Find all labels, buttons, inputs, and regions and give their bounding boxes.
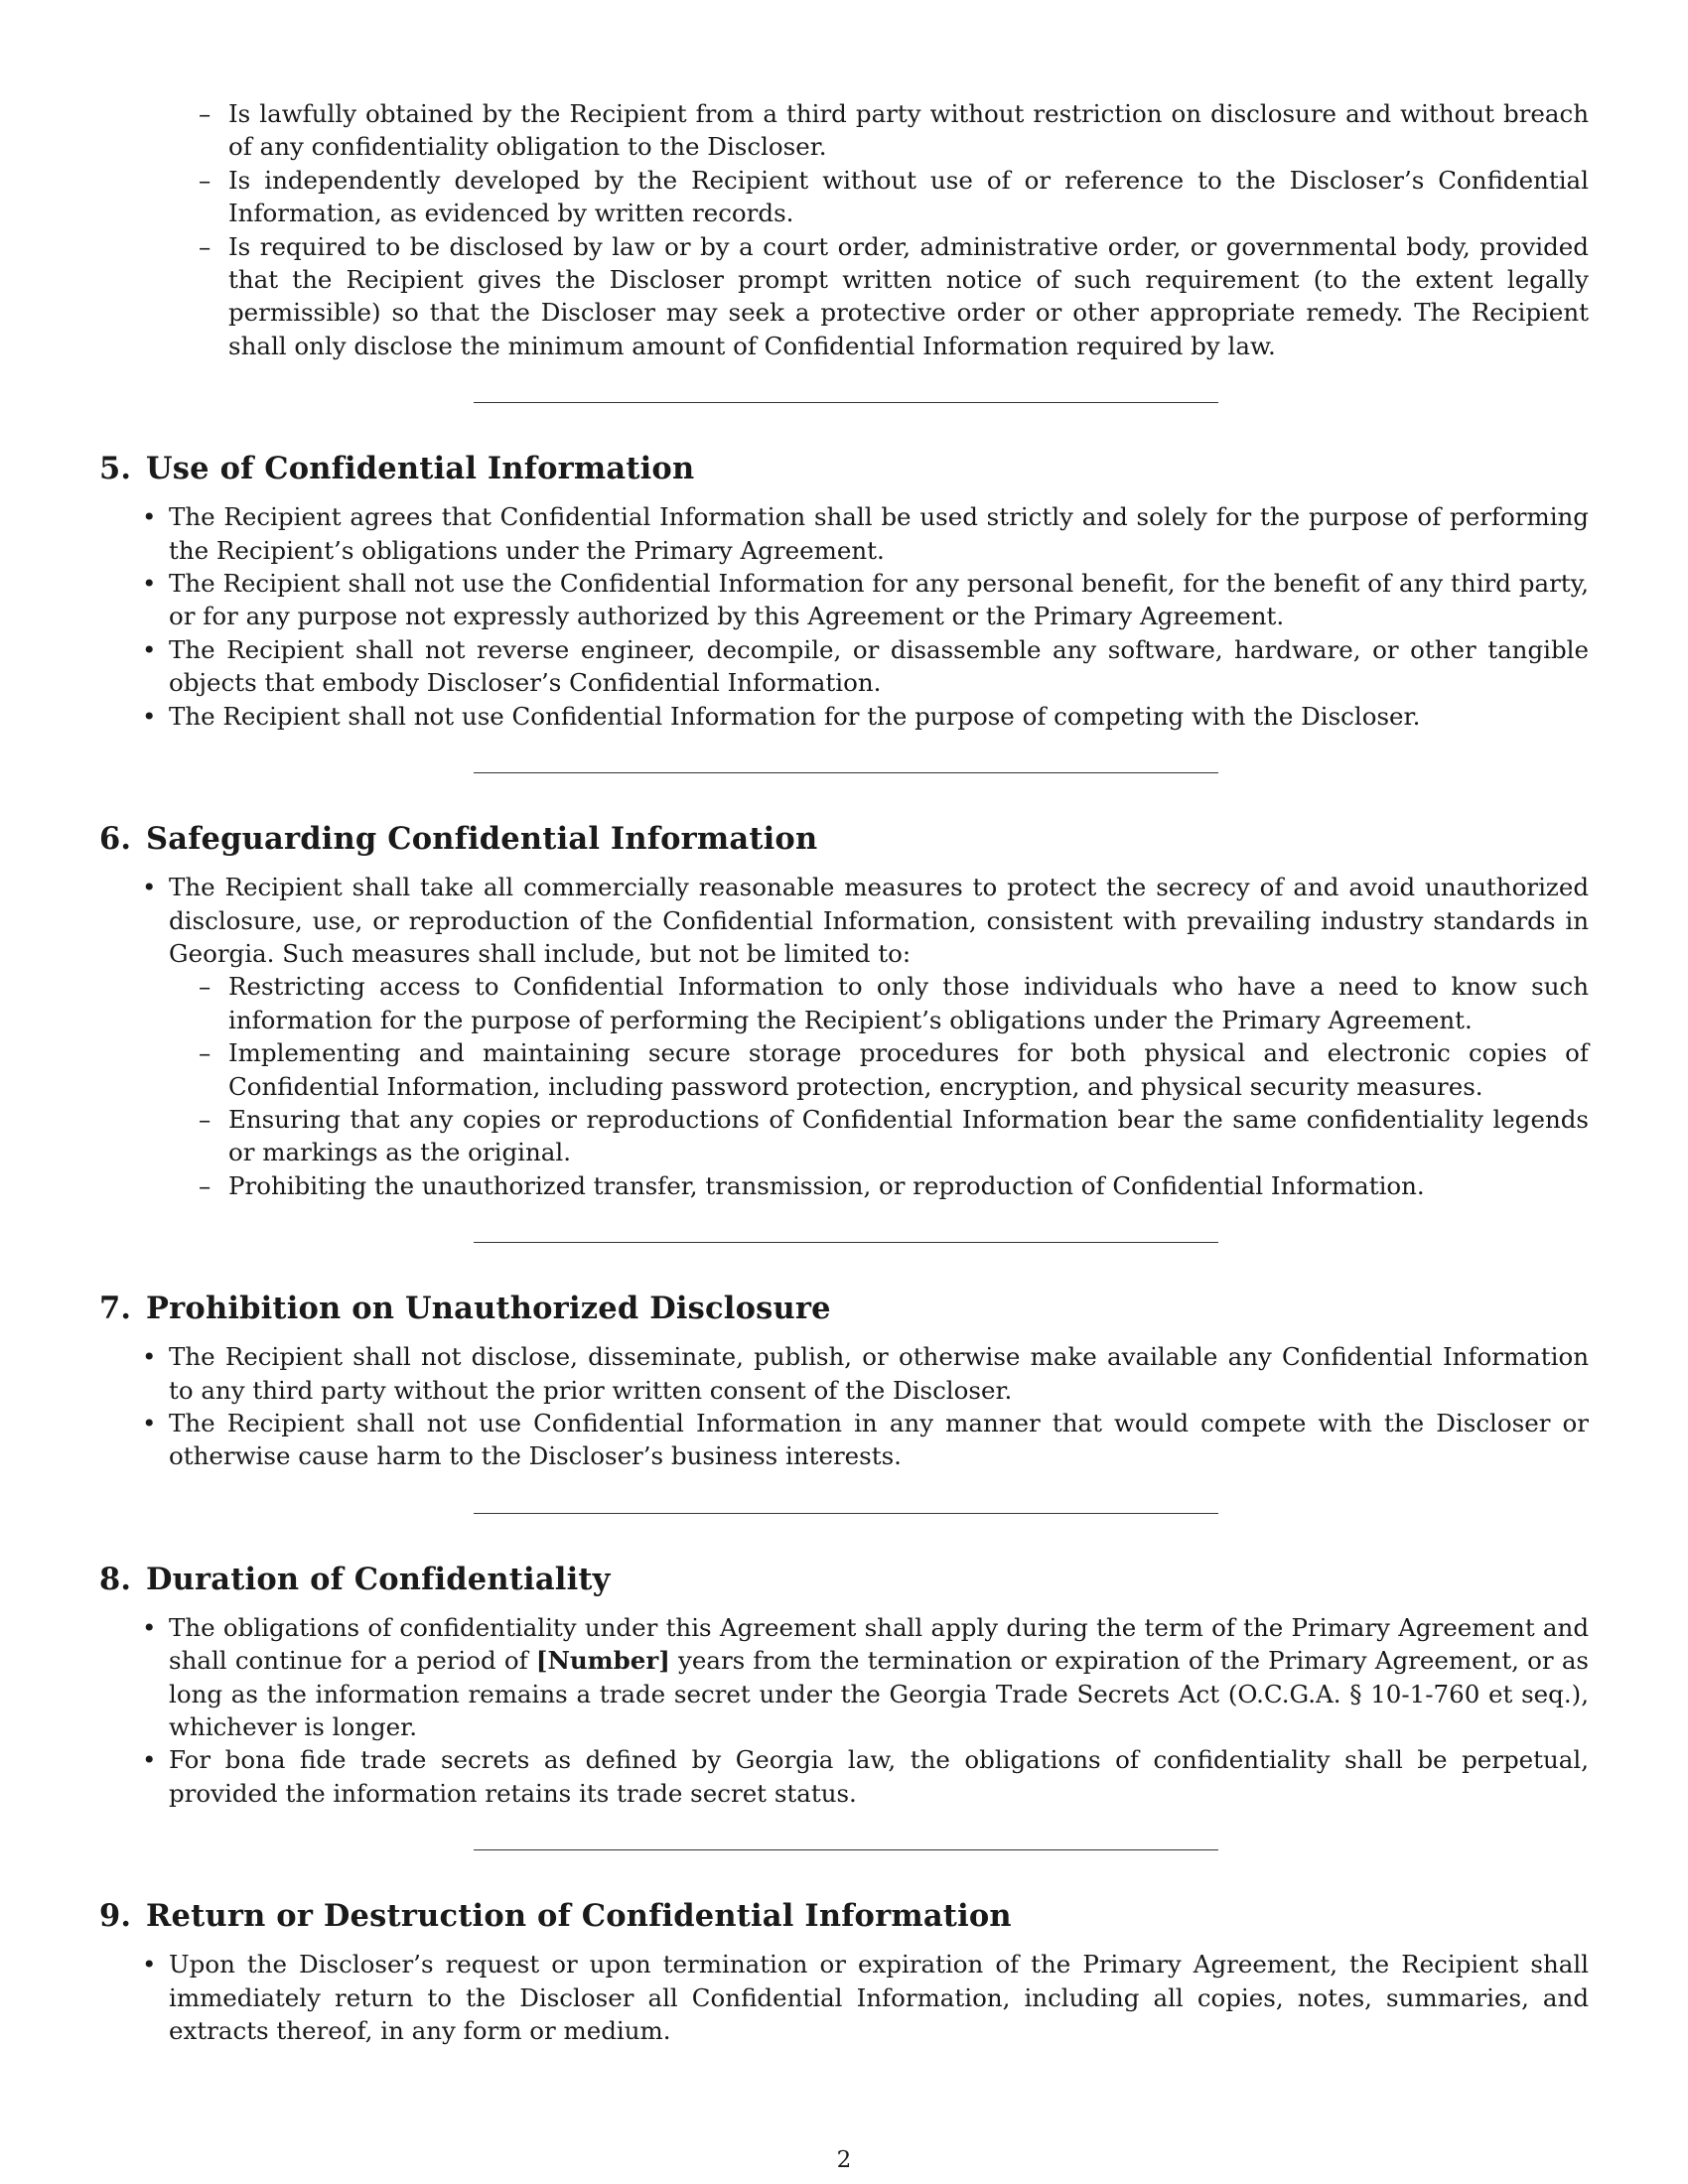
list-item — [169, 871, 1589, 1202]
section-title: Return or Destruction of Confidential Information — [146, 1898, 1012, 1935]
list-item: • The Recipient shall not use Confidential Information for the purpose of competing with the Discloser. — [169, 700, 1589, 733]
section-number: 9. — [99, 1898, 132, 1935]
list-item — [169, 1611, 1589, 1744]
section-number: 6. — [99, 821, 132, 858]
section-divider — [474, 772, 1218, 773]
section-number: 5. — [99, 451, 132, 487]
section-6-list — [99, 871, 1589, 1202]
section-heading-9 — [99, 1896, 1589, 1936]
exclusions-continued-list — [99, 97, 1589, 362]
section-8-list — [99, 1611, 1589, 1810]
section-divider — [474, 402, 1218, 403]
list-item: – Is independently developed by the Recipient without use of or reference to the Discloser’s Confidential Information, as evidenced by written records. — [228, 164, 1589, 230]
section-title: Use of Confidential Information — [146, 451, 695, 487]
section-number: 7. — [99, 1291, 132, 1327]
section-7-list — [99, 1340, 1589, 1473]
section-number: 8. — [99, 1561, 132, 1597]
list-item: • The Recipient agrees that Confidential Information shall be used strictly and solely for the purpose of performing the Recipient’s obligations under the Primary Agreement. — [169, 500, 1589, 567]
list-item: – Is lawfully obtained by the Recipient from a third party without restriction on disclosure and without breach of any confidentiality obligation to the Discloser. — [228, 97, 1589, 164]
section-heading-6 — [99, 819, 1589, 859]
section-divider — [474, 1513, 1218, 1514]
list-item: • The Recipient shall not use Confidential Information in any manner that would compete with the Discloser or otherwise cause harm to the Discloser’s business interests. — [169, 1407, 1589, 1473]
section-9-list — [99, 1948, 1589, 2047]
duration-text-after: years from the termination or expiration of the Primary Agreement, or as long as the information remains a trade secret under the Georgia Trade Secrets Act (O.C.G.A. § 10-1-760 et seq.), whichever is longer. — [169, 1646, 1589, 1741]
number-placeholder: [Number] — [535, 1646, 670, 1676]
section-5-list — [99, 500, 1589, 733]
list-item: – Implementing and maintaining secure storage procedures for both physical and electronic copies of Confidential Information, including password protection, encryption, and physical security measures. — [228, 1036, 1589, 1103]
section-heading-8 — [99, 1560, 1589, 1599]
list-item: – Is required to be disclosed by law or by a court order, administrative order, or governmental body, provided that the Recipient gives the Discloser prompt written notice of such requirement (to the extent legally permissible) so that the Discloser may seek a protective order or other appropriate remedy. The Recipient shall only disclose the minimum amount of Confidential Information required by law. — [228, 230, 1589, 363]
page-content — [99, 97, 1589, 2047]
safeguard-measures-list — [228, 970, 1589, 1202]
list-item: – Prohibiting the unauthorized transfer, transmission, or reproduction of Confidential Information. — [228, 1169, 1589, 1202]
section-divider — [474, 1242, 1218, 1243]
section-title: Prohibition on Unauthorized Disclosure — [146, 1291, 831, 1327]
list-item: • The Recipient shall not disclose, disseminate, publish, or otherwise make available any Confidential Information to any third party without the prior written consent of the Discloser. — [169, 1340, 1589, 1407]
list-item: • For bona fide trade secrets as defined by Georgia law, the obligations of confidentiality shall be perpetual, provided the information retains its trade secret status. — [169, 1743, 1589, 1810]
section-title: Safeguarding Confidential Information — [146, 821, 818, 858]
list-item: • The Recipient shall not use the Confidential Information for any personal benefit, for the benefit of any third party, or for any purpose not expressly authorized by this Agreement or the Primary Agreement. — [169, 567, 1589, 633]
section-divider — [474, 1849, 1218, 1850]
list-item: • The Recipient shall not reverse engineer, decompile, or disassemble any software, hardware, or other tangible objects that embody Discloser’s Confidential Information. — [169, 633, 1589, 700]
section-title: Duration of Confidentiality — [146, 1561, 611, 1597]
page-number: 2 — [836, 2147, 852, 2173]
list-item: – Ensuring that any copies or reproductions of Confidential Information bear the same confidentiality legends or markings as the original. — [228, 1103, 1589, 1169]
duration-text-before: The obligations of confidentiality under this Agreement shall apply during the term of the Primary Agreement and shall continue for a period of — [169, 1612, 1589, 1676]
safeguard-lead-text: The Recipient shall take all commercially reasonable measures to protect the secrecy of and avoid unauthorized disclosure, use, or reproduction of the Confidential Information, consistent with prevailing industry standards in Georgia. Such measures shall include, but not be limited to: — [169, 873, 1589, 968]
section-heading-5 — [99, 449, 1589, 488]
section-heading-7 — [99, 1289, 1589, 1328]
list-item: • Upon the Discloser’s request or upon termination or expiration of the Primary Agreement, the Recipient shall immediately return to the Discloser all Confidential Information, including all copies, notes, summaries, and extracts thereof, in any form or medium. — [169, 1948, 1589, 2047]
list-item: – Restricting access to Confidential Information to only those individuals who have a need to know such information for the purpose of performing the Recipient’s obligations under the Primary Agreement. — [228, 970, 1589, 1036]
